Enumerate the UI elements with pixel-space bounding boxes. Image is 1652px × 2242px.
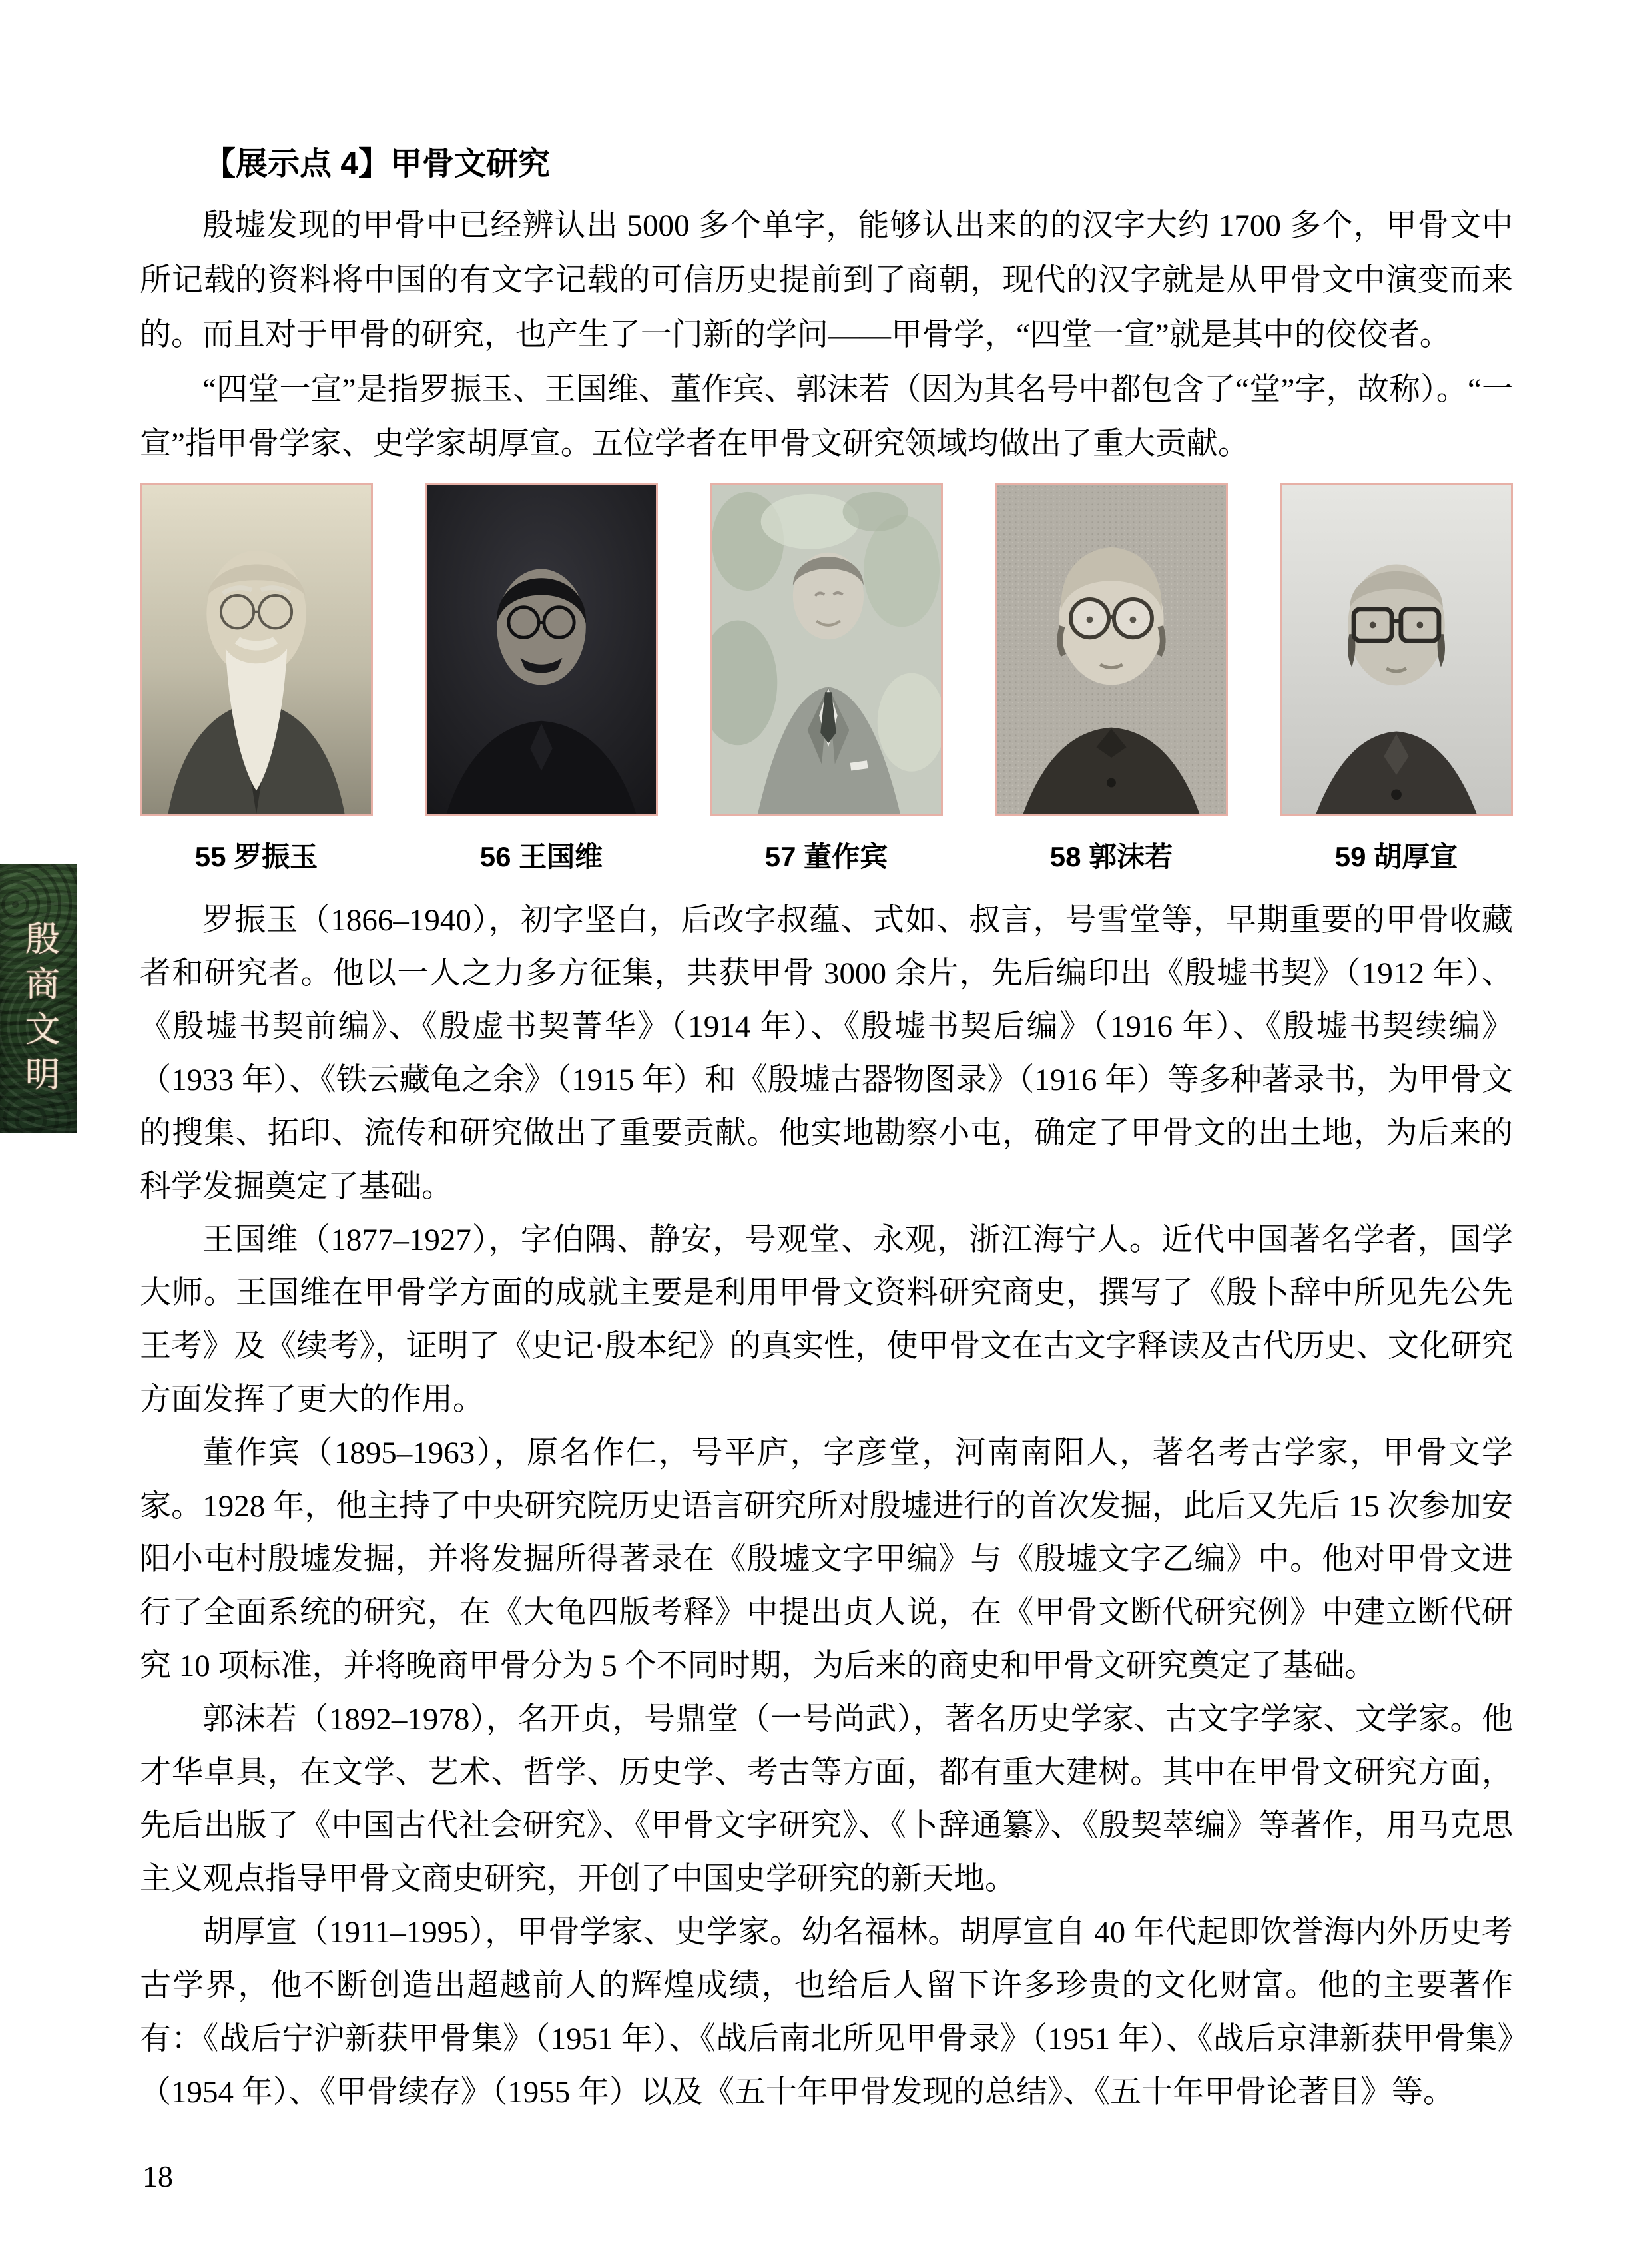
portrait-photo-guo-moruo [995, 483, 1228, 816]
portrait-figure-hu-houxuan [1280, 483, 1513, 875]
photo-caption-dong-zuobin: 57 董作宾 [764, 841, 888, 872]
biography-dong-zuobin: 董作宾（1895–1963），原名作仁，号平庐，字彦堂，河南南阳人，著名考古学家，甲骨文学家。1928 年，他主持了中央研究院历史语言研究所对殷墟进行的首次发掘，此后又先后 15 次参加安阳小屯村殷墟发掘，并将发掘所得著录在《殷墟文字甲编》与《殷墟文字乙编》中。他对甲骨文进行了全面系统的研究，在《大龟四版考释》中提出贞人说，在《甲骨文断代研究例》中建立断代研究 10 项标准，并将晚商甲骨分为 5 个不同时期，为后来的商史和甲骨文研究奠定了基础。 [140, 1436, 1513, 1683]
intro-paragraph-2: “四堂一宣”是指罗振玉、王国维、董作宾、郭沫若（因为其名号中都包含了“堂”字，故称）。“一宣”指甲骨学家、史学家胡厚宣。五位学者在甲骨文研究领域均做出了重大贡献。 [140, 372, 1513, 461]
portrait-illustration-hu-houxuan [1282, 485, 1511, 814]
banner-seal-text: 殷商文明 [19, 920, 58, 1101]
section-heading: 【展示点 4】甲骨文研究 [204, 146, 551, 182]
decorative-side-banner [0, 864, 77, 1133]
portrait-photo-luo-zhenyu [140, 483, 373, 816]
biography-wang-guowei: 王国维（1877–1927），字伯隅、静安，号观堂、永观，浙江海宁人。近代中国著名学者，国学大师。王国维在甲骨学方面的成就主要是利用甲骨文资料研究商史，撰写了《殷卜辞中所见先公先王考》及《续考》，证明了《史记·殷本纪》的真实性，使甲骨文在古文字释读及古代历史、文化研究方面发挥了更大的作用。 [140, 1223, 1513, 1417]
portrait-figure-dong-zuobin [710, 483, 943, 875]
biography-luo-zhenyu: 罗振玉（1866–1940），初字坚白，后改字叔蕴、式如、叔言，号雪堂等，早期重要的甲骨收藏者和研究者。他以一人之力多方征集，共获甲骨 3000 余片，先后编印出《殷墟书契》（1912 年）、《殷墟书契前编》、《殷虚书契菁华》（1914 年）、《殷墟书契后编》（1916 年）、《殷墟书契续编》（1933 年）、《铁云藏龟之余》（1915 年）和《殷墟古器物图录》（1916 年）等多种著录书，为甲骨文的搜集、拓印、流传和研究做出了重要贡献。他实地勘察小屯，确定了甲骨文的出土地，为后来的科学发掘奠定了基础。 [140, 903, 1513, 1204]
portrait-photo-hu-houxuan [1280, 483, 1513, 816]
portrait-illustration-dong-zuobin [712, 485, 941, 814]
photo-caption-luo-zhenyu: 55 罗振玉 [194, 841, 318, 872]
biography-hu-houxuan: 胡厚宣（1911–1995），甲骨学家、史学家。幼名福林。胡厚宣自 40 年代起即饮誉海内外历史考古学界，他不断创造出超越前人的辉煌成绩，也给后人留下许多珍贵的文化财富。他的主要著作有：《战后宁沪新获甲骨集》（1951 年）、《战后南北所见甲骨录》（1951 年）、《战后京津新获甲骨集》（1954 年）、《甲骨续存》（1955 年）以及《五十年甲骨发现的总结》、《五十年甲骨论著目》等。 [140, 1915, 1513, 2109]
biography-section [140, 894, 1513, 2119]
portrait-illustration-luo-zhenyu [142, 485, 371, 814]
biography-guo-moruo: 郭沫若（1892–1978），名开贞，号鼎堂（一号尚武），著名历史学家、古文字学家、文学家。他才华卓具，在文学、艺术、哲学、历史学、考古等方面，都有重大建树。其中在甲骨文研究方面，先后出版了《中国古代社会研究》、《甲骨文字研究》、《卜辞通纂》、《殷契萃编》等著作，用马克思主义观点指导甲骨文商史研究，开创了中国史学研究的新天地。 [140, 1702, 1513, 1896]
photo-caption-guo-moruo: 58 郭沫若 [1049, 841, 1173, 872]
portrait-photo-wang-guowei [425, 483, 658, 816]
portrait-figure-guo-moruo [995, 483, 1228, 875]
page-number: 18 [142, 2159, 173, 2193]
photo-caption-hu-houxuan: 59 胡厚宣 [1334, 841, 1458, 872]
page-content [140, 141, 1513, 2119]
portrait-illustration-wang-guowei [427, 485, 656, 814]
portrait-photo-dong-zuobin [710, 483, 943, 816]
portrait-illustration-guo-moruo [997, 485, 1226, 814]
intro-paragraph-1: 殷墟发现的甲骨中已经辨认出 5000 多个单字，能够认出来的的汉字大约 1700 多个，甲骨文中所记载的资料将中国的有文字记载的可信历史提前到了商朝，现代的汉字就是从甲骨文中演变而来的。而且对于甲骨的研究，也产生了一门新的学问——甲骨学，“四堂一宣”就是其中的佼佼者。 [140, 208, 1513, 352]
photo-caption-wang-guowei: 56 王国维 [479, 841, 603, 872]
portrait-photo-row [140, 483, 1513, 875]
portrait-figure-luo-zhenyu [140, 483, 373, 875]
portrait-figure-wang-guowei [425, 483, 658, 875]
